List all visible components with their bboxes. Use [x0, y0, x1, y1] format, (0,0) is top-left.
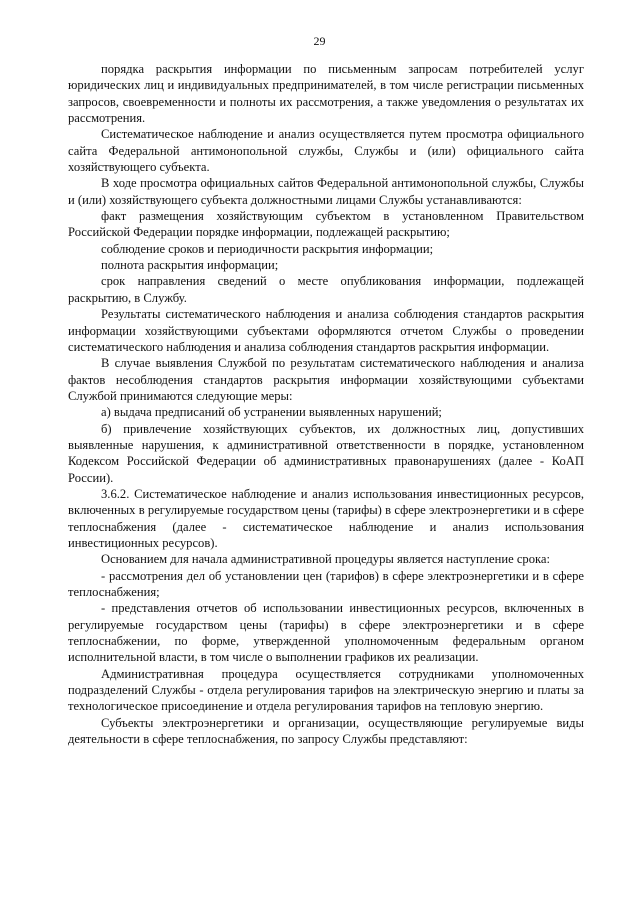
- paragraph: Систематическое наблюдение и анализ осуществляется путем просмотра официального сайта Федеральной антимонопольной службы, Службы и (или) официального сайта хозяйствующего субъекта.: [68, 127, 584, 175]
- list-item: факт размещения хозяйствующим субъектом в установленном Правительством Российской Федерации порядке информации, подлежащей раскрытию;: [68, 209, 584, 240]
- paragraph: Результаты систематического наблюдения и анализа соблюдения стандартов раскрытия информации хозяйствующими субъектами оформляются отчетом Службы о проведении систематического наблюдения и анализа соблюдения стандартов раскрытия информации.: [68, 307, 584, 354]
- paragraph: В случае выявления Службой по результатам систематического наблюдения и анализа фактов несоблюдения стандартов раскрытия информации хозяйствующими субъектами Службой принимаются следующие меры:: [68, 356, 584, 403]
- paragraph: порядка раскрытия информации по письменным запросам потребителей услуг юридических лиц и индивидуальных предпринимателей, в том числе регистрации письменных запросов, своевременности и полноты их рассмотрения, а также уведомления о результатах их рассмотрения.: [68, 62, 584, 126]
- page-number: 29: [313, 34, 326, 48]
- paragraph: Субъекты электроэнергетики и организации, осуществляющие регулируемые виды деятельности в сфере теплоснабжения, по запросу Службы представляют:: [68, 715, 584, 747]
- paragraph: Основанием для начала административной процедуры является наступление срока:: [101, 552, 551, 567]
- list-item: - рассмотрения дел об установлении цен (тарифов) в сфере электроэнергетики и в сфере теплоснабжения;: [68, 568, 584, 599]
- paragraph: Административная процедура осуществляется сотрудниками уполномоченных подразделений Службы - отдела регулирования тарифов на электрическую энергию и платы за технологическое присоединение и отдела регулирования тарифов на тепловую энергию.: [68, 666, 584, 714]
- list-item: б) привлечение хозяйствующих субъектов, их должностных лиц, допустивших выявленные нарушения, к административной ответственности в порядке, установленном Кодексом Российской Федерации об административных правонарушениях (далее - КоАП России).: [68, 421, 584, 485]
- section-paragraph: 3.6.2. Систематическое наблюдение и анализ использования инвестиционных ресурсов, включенных в регулируемые государством цены (тарифы) в сфере электроэнергетики и в сфере теплоснабжения (далее - систематическое наблюдение и анализ использования инвестиционных ресурсов).: [68, 486, 584, 550]
- list-item: полнота раскрытия информации;: [101, 258, 279, 273]
- list-item: срок направления сведений о месте опубликования информации, подлежащей раскрытию, в Службу.: [68, 274, 584, 305]
- list-item: - представления отчетов об использовании инвестиционных ресурсов, включенных в регулируемые государством цены (тарифы) в сфере электроэнергетики и в сфере теплоснабжении, по форме, утвержденной уполномоченным федеральным органом исполнительной власти, в том числе о выполнении графиков их реализации.: [68, 601, 584, 665]
- paragraph: В ходе просмотра официальных сайтов Федеральной антимонопольной службы, Службы и (или) хозяйствующего субъекта должностными лицами Службы устанавливаются:: [68, 176, 584, 207]
- list-item: соблюдение сроков и периодичности раскрытия информации;: [101, 241, 434, 256]
- body-text: [68, 61, 584, 747]
- list-item: а) выдача предписаний об устранении выявленных нарушений;: [101, 405, 442, 420]
